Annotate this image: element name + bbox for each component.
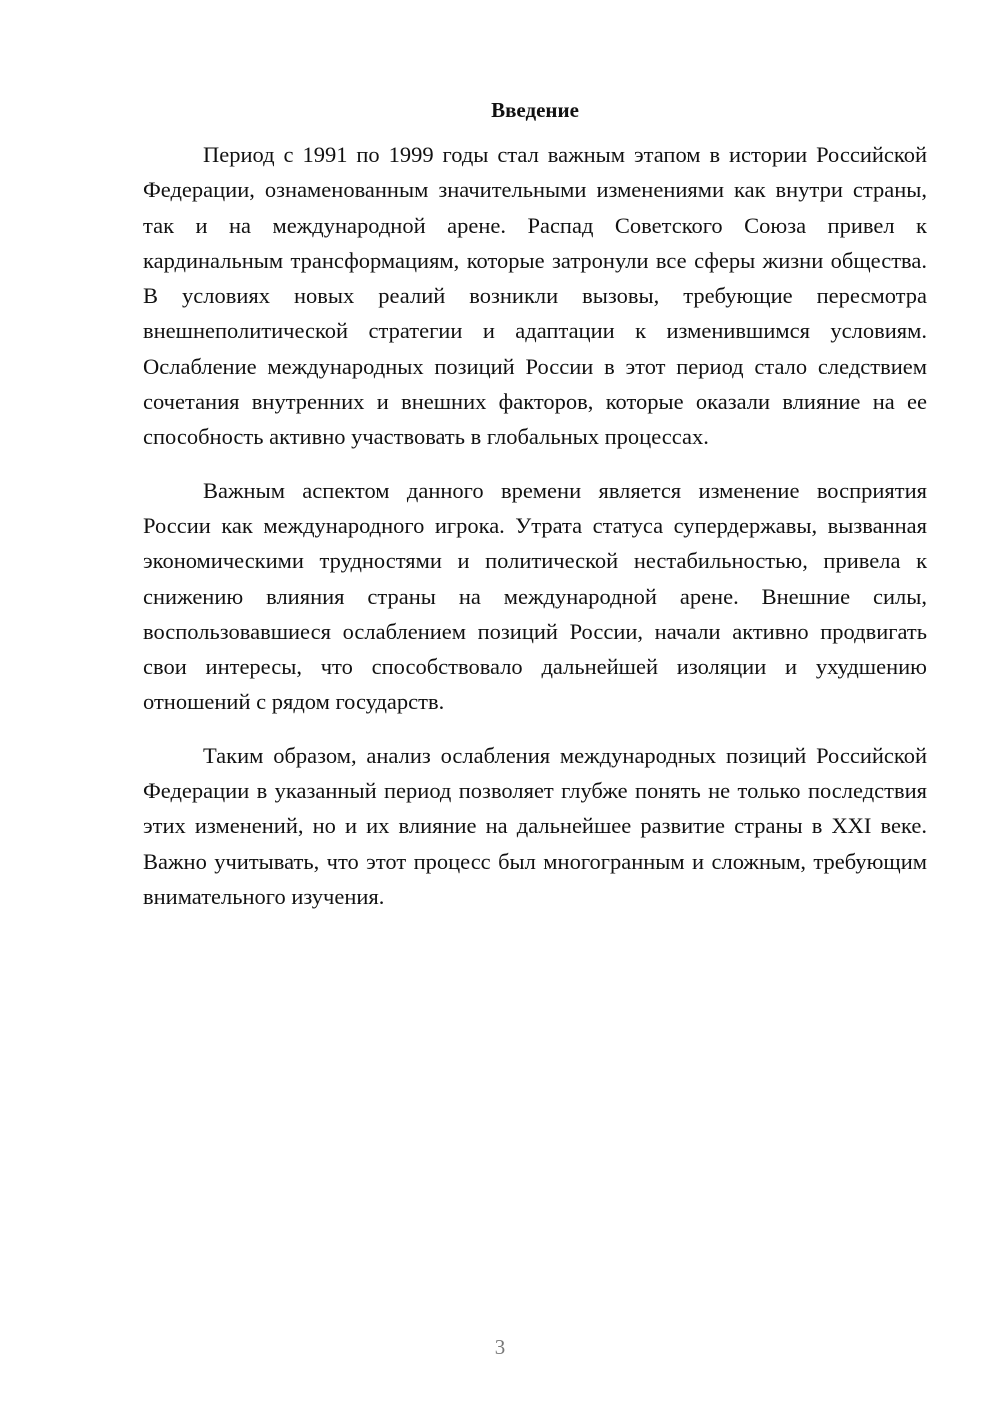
paragraph-3: Таким образом, анализ ослабления международных позиций Российской Федерации в указанный период позволяет глубже понять не только последствия этих изменений, но и их влияние на дальнейшее развитие страны в XXI веке. Важно учитывать, что этот процесс был многогранным и сложным, требующим внимательного изучения. xyxy=(143,742,927,909)
page-body xyxy=(143,95,927,932)
paragraph-1: Период с 1991 по 1999 годы стал важным этапом в истории Российской Федерации, ознаменованным значительными изменениями как внутри страны, так и на международной арене. Распад Советского Союза привел к кардинальным трансформациям, которые затронули все сферы жизни общества. В условиях новых реалий возникли вызовы, требующие пересмотра внешнеполитической стратегии и адаптации к изменившимся условиям. Ослабление международных позиций России в этот период стало следствием сочетания внутренних и внешних факторов, которые оказали влияние на ее способность активно участвовать в глобальных процессах. xyxy=(143,142,927,450)
page-number: 3 xyxy=(494,1335,506,1359)
section-heading: Введение xyxy=(491,98,579,122)
paragraph-2: Важным аспектом данного времени является изменение восприятия России как международного игрока. Утрата статуса супердержавы, вызванная экономическими трудностями и политической нестабильностью, привела к снижению влияния страны на международной арене. Внешние силы, воспользовавшиеся ослаблением позиций России, начали активно продвигать свои интересы, что способствовало дальнейшей изоляции и ухудшению отношений с рядом государств. xyxy=(143,477,927,715)
